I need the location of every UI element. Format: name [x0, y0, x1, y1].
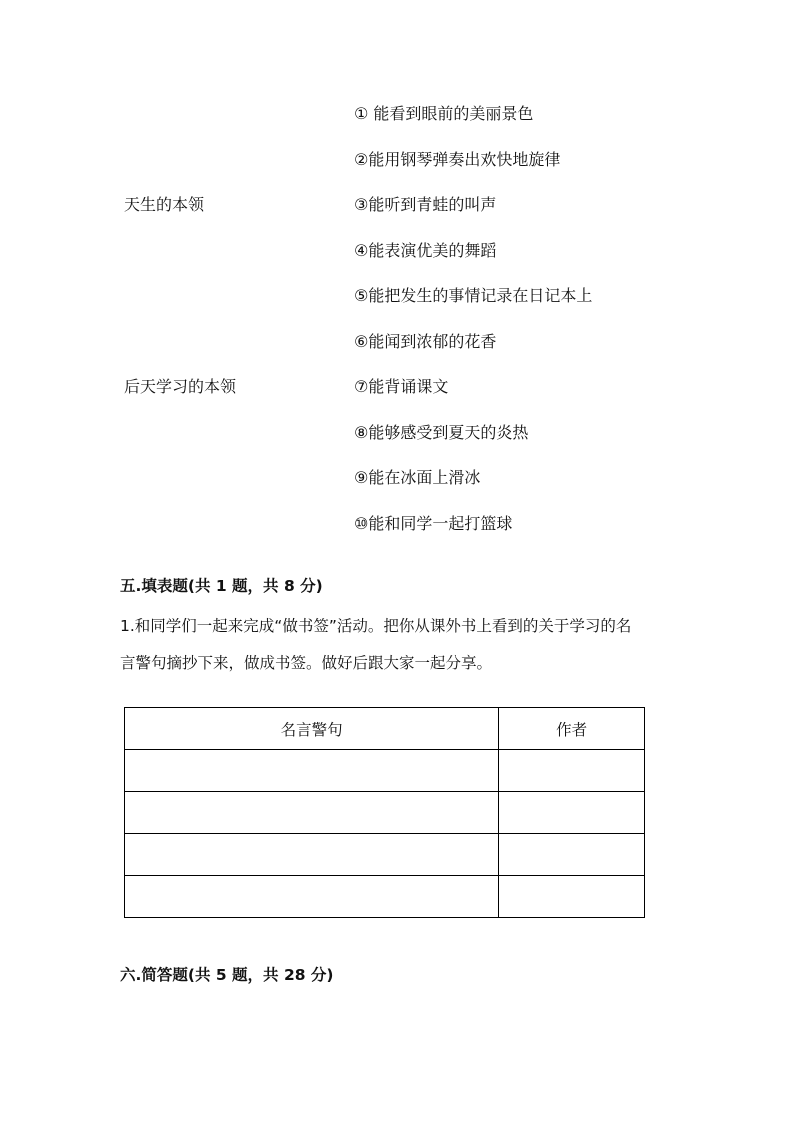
option-item: ④能表演优美的舞蹈 — [354, 241, 497, 260]
table-row — [125, 750, 645, 792]
option-item: ⑥能闻到浓郁的花香 — [354, 332, 497, 351]
table-row — [125, 834, 645, 876]
table-row — [125, 876, 645, 918]
question-text-line-1: 1.和同学们一起来完成“做书签”活动。把你从课外书上看到的关于学习的名 — [120, 617, 632, 635]
option-item: ⑩能和同学一起打篮球 — [354, 514, 513, 533]
option-item: ⑧能够感受到夏天的炎热 — [354, 423, 529, 442]
option-item: ⑤能把发生的事情记录在日记本上 — [354, 286, 593, 305]
category-learned: 后天学习的本领 — [124, 377, 237, 396]
column-header-quote: 名言警句 — [125, 708, 499, 750]
table-row — [125, 792, 645, 834]
table-header-row — [125, 708, 645, 750]
quote-cell[interactable] — [125, 834, 499, 876]
quote-cell[interactable] — [125, 792, 499, 834]
option-item: ⑦能背诵课文 — [354, 377, 449, 396]
author-cell[interactable] — [499, 792, 645, 834]
quote-cell[interactable] — [125, 750, 499, 792]
author-cell[interactable] — [499, 834, 645, 876]
option-item: ②能用钢琴弹奏出欢快地旋律 — [354, 150, 561, 169]
section-6-heading: 六.简答题(共 5 题，共 28 分) — [120, 966, 334, 984]
category-innate: 天生的本领 — [124, 195, 205, 214]
bookmark-table — [124, 707, 645, 918]
quote-cell[interactable] — [125, 876, 499, 918]
author-cell[interactable] — [499, 876, 645, 918]
option-item: ⑨能在冰面上滑冰 — [354, 468, 481, 487]
column-header-author: 作者 — [499, 708, 645, 750]
author-cell[interactable] — [499, 750, 645, 792]
option-item: ① 能看到眼前的美丽景色 — [354, 104, 534, 123]
section-5-heading: 五.填表题(共 1 题，共 8 分) — [120, 577, 323, 595]
option-item: ③能听到青蛙的叫声 — [354, 195, 497, 214]
question-text-line-2: 言警句摘抄下来，做成书签。做好后跟大家一起分享。 — [120, 654, 493, 672]
